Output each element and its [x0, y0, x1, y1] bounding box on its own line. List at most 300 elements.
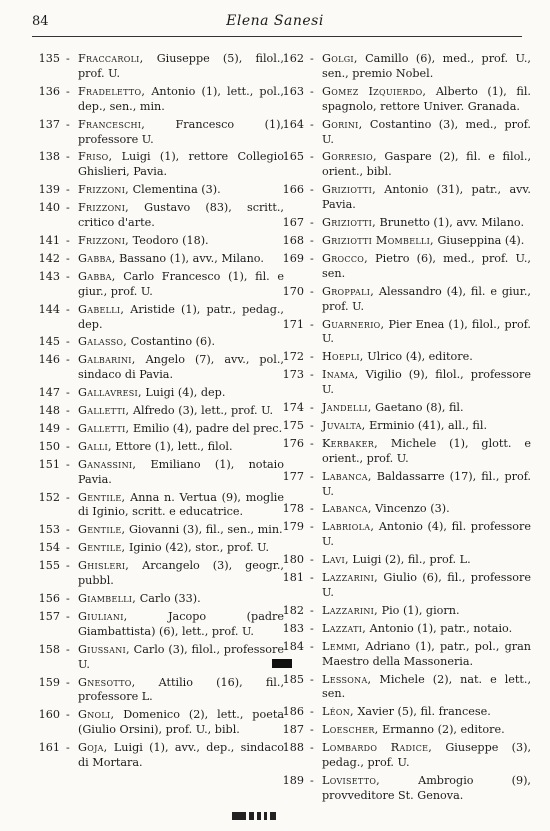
entry-number: 159: [38, 675, 60, 689]
entry-details: Gustavo (83), scritt., critico d'arte.: [78, 201, 284, 230]
entry-number: 188: [282, 741, 304, 755]
entry-text: [78, 541, 284, 556]
entry-number: 147: [38, 386, 60, 400]
person-name: Giuliani,: [78, 609, 128, 623]
entry-number: 138: [38, 150, 60, 164]
page-header: [0, 0, 550, 40]
index-entry: [278, 234, 531, 249]
entry-number: 180: [282, 553, 304, 567]
entry-details: Jacopo (padre Giambattista) (6), lett., prof. U.: [78, 609, 284, 638]
entry-number: 153: [38, 523, 60, 537]
person-name: Guarnerio,: [322, 317, 385, 331]
person-name: Ganassini,: [78, 457, 137, 471]
person-name: Lessona,: [322, 672, 372, 686]
person-name: Gentile,: [78, 541, 126, 555]
index-entry: [278, 705, 531, 720]
entry-number: 158: [38, 642, 60, 656]
entry-details: Emilio (4), padre del prec.: [129, 421, 283, 435]
entry-details: Ambrogio (9), provveditore St. Genova.: [322, 773, 531, 802]
entry-text: [78, 491, 284, 521]
entry-text: [78, 676, 284, 706]
index-entry: [278, 470, 531, 500]
person-name: Lazzati,: [322, 621, 367, 635]
entry-dash: -: [310, 571, 314, 585]
index-entry: [34, 741, 284, 771]
entry-details: Adriano (1), patr., pol., gran Maestro della Massoneria.: [322, 639, 531, 668]
entry-number: 164: [282, 117, 304, 131]
index-entry: [278, 318, 531, 348]
entry-details: Costantino (6).: [127, 335, 216, 349]
entry-dash: -: [310, 84, 314, 98]
entry-text: [322, 52, 531, 82]
entry-text: [322, 604, 531, 619]
entry-dash: -: [310, 183, 314, 197]
entry-text: [322, 622, 531, 637]
header-rule: [32, 36, 522, 37]
entry-text: [322, 350, 531, 365]
entry-dash: -: [310, 672, 314, 686]
entry-text: [322, 150, 531, 180]
index-entry: [278, 150, 531, 180]
person-name: Lazzarini,: [322, 571, 379, 585]
index-entry: [278, 368, 531, 398]
person-name: Léon,: [322, 705, 354, 719]
entry-number: 151: [38, 457, 60, 471]
person-name: Gabba,: [78, 269, 116, 283]
entry-number: 184: [282, 639, 304, 653]
entry-dash: -: [66, 233, 70, 247]
left-column: [34, 52, 284, 774]
entry-text: [322, 741, 531, 771]
entry-number: 177: [282, 469, 304, 483]
entry-details: Giuseppe (3), pedag., prof. U.: [322, 741, 531, 770]
person-name: Lavi,: [322, 553, 349, 567]
entry-details: Camillo (6), med., prof. U., sen., premio Nobel.: [322, 52, 531, 80]
entry-details: Teodoro (18).: [129, 233, 209, 247]
index-entry: [278, 401, 531, 416]
index-entry: [34, 118, 284, 148]
index-entry: [34, 404, 284, 419]
index-entry: [278, 520, 531, 550]
entry-number: 149: [38, 421, 60, 435]
entry-number: 186: [282, 705, 304, 719]
index-entry: [34, 252, 284, 267]
index-entry: [34, 559, 284, 589]
entry-number: 139: [38, 183, 60, 197]
person-name: Grocco,: [322, 251, 368, 265]
entry-dash: -: [66, 335, 70, 349]
entry-text: [78, 559, 284, 589]
entry-number: 189: [282, 773, 304, 787]
entry-text: [322, 318, 531, 348]
entry-number: 175: [282, 418, 304, 432]
entry-text: [322, 502, 531, 517]
entry-dash: -: [310, 418, 314, 432]
entry-details: Iginio (42), stor., prof. U.: [125, 541, 270, 555]
index-entry: [34, 491, 284, 521]
person-name: Gomez Izquierdo,: [322, 84, 427, 98]
entry-details: Pietro (6), med., prof. U., sen.: [322, 251, 531, 280]
entry-number: 166: [282, 183, 304, 197]
index-entry: [34, 643, 284, 673]
entry-details: Antonio (1), patr., notaio.: [366, 621, 513, 635]
entry-dash: -: [66, 353, 70, 367]
entry-dash: -: [66, 708, 70, 722]
entry-details: Emiliano (1), notaio Pavia.: [78, 457, 284, 486]
entry-text: [322, 401, 531, 416]
entry-dash: -: [66, 201, 70, 215]
person-name: Franceschi,: [78, 117, 146, 131]
person-name: Gabba,: [78, 251, 116, 265]
entry-text: [322, 553, 531, 568]
entry-dash: -: [310, 216, 314, 230]
person-name: Inama,: [322, 368, 359, 382]
index-entry: [278, 216, 531, 231]
person-name: Labanca,: [322, 502, 372, 516]
entry-text: [78, 85, 284, 115]
entry-text: [322, 216, 531, 231]
person-name: Galasso,: [78, 335, 128, 349]
entry-details: Giuseppina (4).: [433, 233, 525, 247]
entry-details: Domenico (2), lett., poeta (Giulio Orsini), prof. U., bibl.: [78, 708, 284, 737]
entry-dash: -: [310, 52, 314, 65]
index-entry: [34, 676, 284, 706]
index-entry: [34, 183, 284, 198]
entry-details: Bassano (1), avv., Milano.: [115, 251, 264, 265]
entry-number: 160: [38, 708, 60, 722]
entry-details: Antonio (4), fil. professore U.: [322, 520, 531, 549]
entry-details: Gaetano (8), fil.: [371, 401, 464, 415]
entry-text: [78, 353, 284, 383]
entry-number: 145: [38, 335, 60, 349]
person-name: Juvalta,: [322, 418, 366, 432]
entry-number: 146: [38, 353, 60, 367]
entry-text: [78, 741, 284, 771]
index-entry: [34, 541, 284, 556]
entry-dash: -: [66, 439, 70, 453]
entry-text: [322, 419, 531, 434]
entry-dash: -: [310, 621, 314, 635]
entry-number: 174: [282, 401, 304, 415]
entry-details: Antonio (31), patr., avv. Pavia.: [322, 183, 531, 212]
index-entry: [278, 774, 531, 804]
entry-number: 181: [282, 571, 304, 585]
entry-text: [78, 270, 284, 300]
entry-number: 142: [38, 251, 60, 265]
entry-details: Luigi (1), rettore Collegio Ghislieri, Pavia.: [78, 150, 284, 179]
entry-details: Carlo Francesco (1), fil. e giur., prof. U.: [78, 269, 284, 298]
person-name: Gentile,: [78, 523, 126, 537]
person-name: Frizzoni,: [78, 201, 130, 215]
entry-number: 154: [38, 541, 60, 555]
entry-dash: -: [310, 553, 314, 567]
person-name: Gnoli,: [78, 708, 115, 722]
entry-text: [322, 183, 531, 213]
index-entry: [34, 422, 284, 437]
entry-dash: -: [66, 457, 70, 471]
entry-dash: -: [310, 401, 314, 415]
entry-dash: -: [310, 603, 314, 617]
entry-text: [322, 252, 531, 282]
entry-dash: -: [310, 773, 314, 787]
person-name: Lemmi,: [322, 639, 361, 653]
person-name: Gorini,: [322, 117, 363, 131]
entry-number: 163: [282, 84, 304, 98]
index-entry: [278, 252, 531, 282]
entry-text: [322, 368, 531, 398]
person-name: Gallavresi,: [78, 386, 142, 400]
entry-number: 156: [38, 592, 60, 605]
index-entry: [278, 622, 531, 637]
entry-dash: -: [66, 302, 70, 316]
entry-number: 155: [38, 559, 60, 573]
entry-dash: -: [310, 723, 314, 737]
entry-text: [78, 458, 284, 488]
entry-details: Alberto (1), fil. spagnolo, rettore Univer. Granada.: [322, 84, 531, 113]
person-name: Giambelli,: [78, 592, 137, 605]
person-name: Loescher,: [322, 723, 379, 737]
entry-text: [322, 234, 531, 249]
index-entry: [34, 610, 284, 640]
right-column: [278, 52, 531, 807]
entry-text: [322, 118, 531, 148]
entry-text: [322, 85, 531, 115]
person-name: Goja,: [78, 741, 108, 755]
entry-dash: -: [66, 269, 70, 283]
entry-text: [78, 183, 284, 198]
person-name: Frizzoni,: [78, 233, 130, 247]
person-name: Labanca,: [322, 469, 372, 483]
entry-text: [78, 708, 284, 738]
index-entry: [34, 303, 284, 333]
entry-details: Attilio (16), fil., professore L.: [78, 675, 284, 704]
entry-number: 144: [38, 302, 60, 316]
entry-number: 162: [282, 52, 304, 65]
index-entry: [34, 386, 284, 401]
entry-text: [322, 673, 531, 703]
person-name: Gabelli,: [78, 302, 125, 316]
entry-number: 141: [38, 233, 60, 247]
entry-dash: -: [66, 490, 70, 504]
entry-dash: -: [310, 350, 314, 364]
entry-number: 171: [282, 317, 304, 331]
entry-details: Vincenzo (3).: [371, 502, 450, 516]
entry-details: Costantino (3), med., prof. U.: [322, 117, 531, 146]
person-name: Lazzarini,: [322, 603, 379, 617]
index-entry: [278, 183, 531, 213]
index-entry: [278, 85, 531, 115]
person-name: Hoepli,: [322, 350, 364, 364]
person-name: Gorresio,: [322, 150, 377, 164]
entry-dash: -: [66, 150, 70, 164]
index-entry: [278, 604, 531, 619]
entry-number: 167: [282, 216, 304, 230]
person-name: Galbarini,: [78, 353, 136, 367]
entry-dash: -: [66, 183, 70, 197]
entry-dash: -: [66, 404, 70, 418]
entry-details: Ettore (1), lett., filol.: [111, 439, 233, 453]
entry-dash: -: [66, 117, 70, 131]
person-name: Lombardo Radice,: [322, 741, 433, 755]
entry-text: [78, 386, 284, 401]
entry-dash: -: [66, 523, 70, 537]
entry-details: Giulio (6), fil., professore U.: [322, 571, 531, 599]
entry-number: 137: [38, 117, 60, 131]
entry-text: [322, 640, 531, 670]
entry-dash: -: [310, 520, 314, 534]
entry-text: [322, 285, 531, 315]
entry-dash: -: [66, 741, 70, 755]
index-entry: [278, 553, 531, 568]
page-number: 84: [32, 14, 49, 29]
entry-dash: -: [66, 541, 70, 555]
entry-text: [78, 234, 284, 249]
entry-text: [78, 52, 284, 82]
index-entry: [278, 640, 531, 670]
entry-details: Clementina (3).: [129, 183, 221, 197]
entry-details: Giovanni (3), fil., sen., min.: [125, 523, 283, 537]
entry-text: [78, 592, 284, 607]
entry-number: 179: [282, 520, 304, 534]
entry-number: 148: [38, 404, 60, 418]
entry-details: Michele (1), glott. e orient., prof. U.: [322, 436, 531, 465]
entry-text: [78, 150, 284, 180]
index-entry: [34, 52, 284, 82]
entry-dash: -: [66, 675, 70, 689]
entry-text: [322, 705, 531, 720]
index-entry: [278, 723, 531, 738]
running-title: Elena Sanesi: [226, 13, 324, 29]
index-entry: [278, 741, 531, 771]
entry-number: 187: [282, 723, 304, 737]
index-entry: [278, 52, 531, 82]
ink-blot: [272, 659, 292, 668]
entry-details: Vigilio (9), filol., professore U.: [322, 368, 531, 397]
person-name: Giussani,: [78, 642, 130, 656]
entry-dash: -: [310, 284, 314, 298]
entry-number: 150: [38, 439, 60, 453]
entry-details: Arcangelo (3), geogr., pubbl.: [78, 559, 284, 588]
entry-number: 172: [282, 350, 304, 364]
entry-text: [78, 440, 284, 455]
index-entry: [34, 440, 284, 455]
person-name: Griziotti,: [322, 216, 376, 230]
entry-text: [322, 437, 531, 467]
entry-number: 169: [282, 251, 304, 265]
entry-details: Xavier (5), fil. francese.: [353, 705, 491, 719]
entry-dash: -: [66, 386, 70, 400]
index-entry: [34, 234, 284, 249]
person-name: Griziotti,: [322, 183, 376, 197]
entry-dash: -: [66, 84, 70, 98]
entry-text: [78, 201, 284, 231]
entry-details: Carlo (3), filol., professore U.: [78, 642, 284, 671]
entry-dash: -: [66, 609, 70, 623]
entry-number: 157: [38, 609, 60, 623]
entry-text: [78, 643, 284, 673]
entry-number: 176: [282, 436, 304, 450]
index-entry: [278, 673, 531, 703]
entry-details: Baldassarre (17), fil., prof. U.: [322, 469, 531, 498]
entry-number: 168: [282, 233, 304, 247]
index-entry: [278, 350, 531, 365]
entry-details: Antonio (1), lett., pol., dep., sen., min.: [78, 84, 284, 113]
index-entry: [34, 335, 284, 350]
entry-dash: -: [310, 150, 314, 164]
entry-dash: -: [310, 741, 314, 755]
entry-text: [78, 610, 284, 640]
person-name: Golgi,: [322, 52, 358, 65]
entry-details: Ermanno (2), editore.: [378, 723, 505, 737]
person-name: Kerbaker,: [322, 436, 378, 450]
person-name: Frizzoni,: [78, 183, 130, 197]
index-entry: [34, 592, 284, 607]
index-entry: [34, 353, 284, 383]
entry-dash: -: [310, 317, 314, 331]
entry-details: Alessandro (4), fil. e giur., prof. U.: [322, 284, 531, 313]
entry-details: Pio (1), giorn.: [378, 603, 460, 617]
person-name: Galletti,: [78, 404, 130, 418]
entry-dash: -: [310, 251, 314, 265]
entry-dash: -: [66, 251, 70, 265]
entry-text: [78, 523, 284, 538]
person-name: Lovisetto,: [322, 773, 381, 787]
ink-smudge: [232, 812, 292, 822]
entry-details: Luigi (1), avv., dep., sindaco di Mortara.: [78, 741, 284, 770]
person-name: Groppali,: [322, 284, 375, 298]
entry-text: [322, 723, 531, 738]
index-entry: [34, 458, 284, 488]
entry-number: 135: [38, 52, 60, 65]
entry-number: 185: [282, 672, 304, 686]
entry-text: [322, 774, 531, 804]
entry-dash: -: [310, 639, 314, 653]
entry-details: Alfredo (3), lett., prof. U.: [129, 404, 274, 418]
index-entry: [278, 285, 531, 315]
entry-number: 183: [282, 621, 304, 635]
entry-text: [78, 118, 284, 148]
entry-dash: -: [66, 52, 70, 65]
index-entry: [34, 708, 284, 738]
entry-dash: -: [310, 368, 314, 382]
entry-details: Anna n. Vertua (9), moglie di Iginio, scritt. e educatrice.: [78, 490, 284, 519]
entry-text: [322, 470, 531, 500]
entry-number: 136: [38, 84, 60, 98]
index-entry: [278, 419, 531, 434]
entry-text: [78, 252, 284, 267]
entry-text: [78, 422, 284, 437]
entry-dash: -: [66, 421, 70, 435]
entry-details: Michele (2), nat. e lett., sen.: [322, 672, 531, 701]
entry-details: Aristide (1), patr., pedag., dep.: [78, 302, 284, 331]
entry-text: [78, 303, 284, 333]
entry-dash: -: [310, 469, 314, 483]
person-name: Labriola,: [322, 520, 375, 534]
person-name: Ghisleri,: [78, 559, 130, 573]
entry-details: Angelo (7), avv., pol., sindaco di Pavia.: [78, 353, 284, 382]
index-entry: [278, 118, 531, 148]
person-name: Gentile,: [78, 490, 126, 504]
person-name: Fraccaroli,: [78, 52, 144, 65]
person-name: Galli,: [78, 439, 112, 453]
index-entry: [34, 150, 284, 180]
entry-number: 173: [282, 368, 304, 382]
entry-number: 152: [38, 490, 60, 504]
entry-details: Brunetto (1), avv. Milano.: [375, 216, 525, 230]
entry-text: [78, 335, 284, 350]
entry-number: 178: [282, 502, 304, 516]
entry-details: Pier Enea (1), filol., prof. U.: [322, 317, 531, 346]
